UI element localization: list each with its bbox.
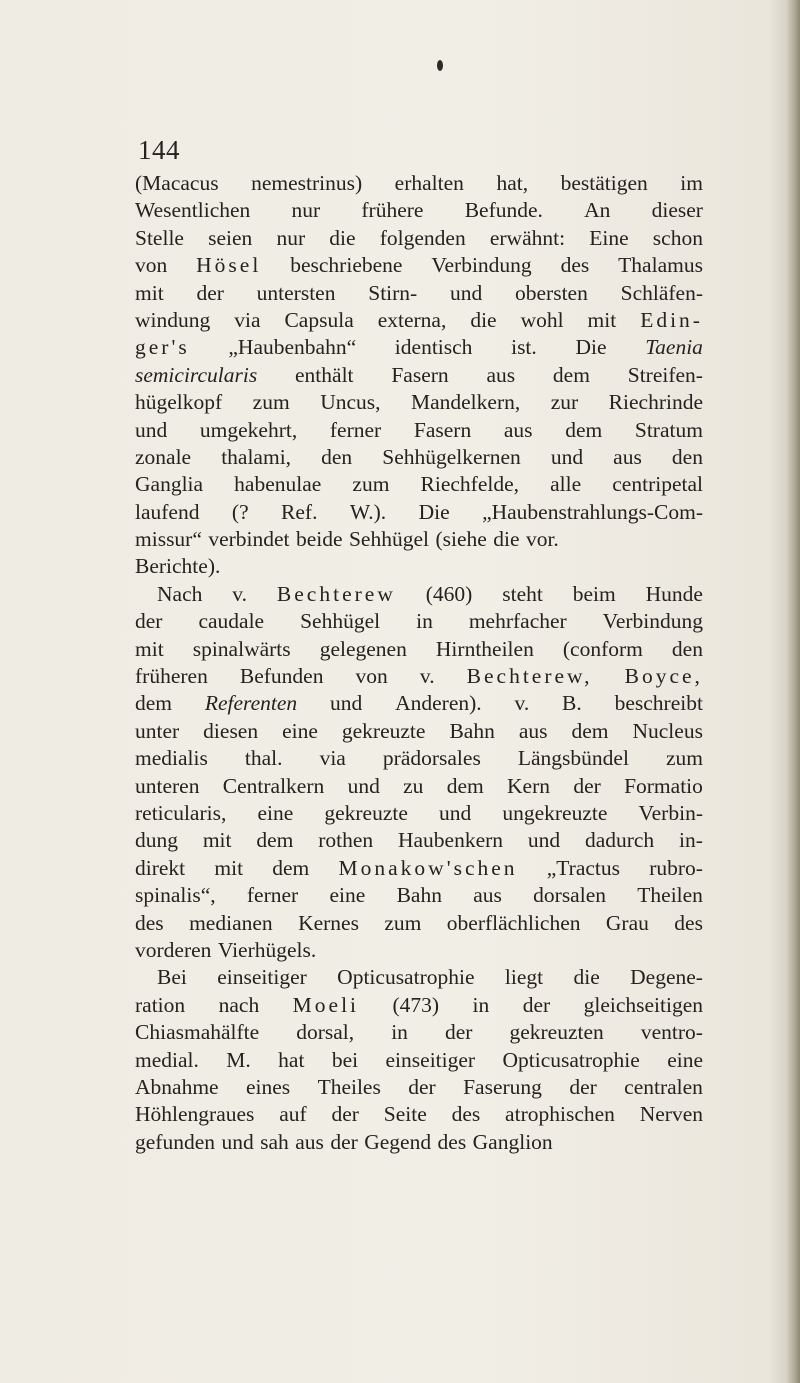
text-word: der bbox=[196, 280, 224, 305]
text-line bbox=[135, 608, 703, 635]
text-word: „Tractus bbox=[546, 855, 621, 880]
text-word: Nerven bbox=[639, 1102, 703, 1127]
text-word: Bechterew, bbox=[466, 664, 593, 689]
text-word: obersten bbox=[515, 280, 588, 305]
text-word: hat, bbox=[496, 171, 529, 195]
text-word: dem bbox=[272, 855, 310, 880]
text-word: windung bbox=[135, 307, 211, 332]
text-word: diesen bbox=[203, 718, 259, 743]
text-word: einseitiger bbox=[385, 1047, 476, 1072]
text-word: beschreibt bbox=[614, 691, 703, 716]
text-word: und bbox=[449, 280, 483, 305]
text-word: Längsbündel bbox=[517, 746, 629, 771]
text-line bbox=[135, 745, 703, 772]
text-line bbox=[135, 992, 703, 1019]
text-word: Kernes bbox=[298, 910, 359, 935]
text-word: medianen bbox=[189, 910, 273, 935]
text-word: Taenia bbox=[645, 335, 703, 360]
text-word: gekreuzte bbox=[341, 718, 426, 743]
text-word: nach bbox=[218, 992, 260, 1017]
text-word: missur“ bbox=[135, 527, 202, 552]
text-word: bei bbox=[331, 1047, 359, 1072]
text-word: Degene- bbox=[630, 965, 703, 990]
text-word: nur bbox=[276, 225, 306, 250]
text-word: zum bbox=[384, 910, 422, 935]
text-word: oberflächlichen bbox=[446, 910, 581, 935]
text-word: caudale bbox=[198, 609, 265, 634]
text-word: gekreuzten bbox=[509, 1020, 604, 1045]
text-word: zum bbox=[252, 390, 290, 415]
text-word: via bbox=[319, 746, 346, 771]
text-word: wohl bbox=[520, 307, 564, 332]
text-word: aus bbox=[295, 1129, 324, 1154]
text-line bbox=[135, 1074, 703, 1101]
text-word: folgenden bbox=[379, 225, 466, 250]
text-word: aus bbox=[473, 883, 502, 908]
text-word: der bbox=[522, 992, 551, 1017]
text-line bbox=[135, 499, 703, 526]
text-word: thal. bbox=[244, 746, 283, 771]
text-word: des bbox=[451, 1102, 481, 1127]
text-word: dem bbox=[135, 691, 173, 716]
text-word: Centralkern bbox=[222, 773, 325, 798]
text-word: Chiasmahälfte bbox=[135, 1020, 260, 1045]
text-word: Hirntheilen bbox=[435, 636, 534, 661]
text-word: Monakow'schen bbox=[338, 855, 518, 880]
text-word: sah bbox=[260, 1129, 289, 1154]
text-word: beschriebene bbox=[290, 253, 403, 278]
text-word: ventro- bbox=[640, 1020, 703, 1045]
text-word: rubro- bbox=[649, 855, 703, 880]
text-word: die bbox=[470, 307, 497, 332]
text-word: dieser bbox=[651, 198, 703, 223]
text-word: untersten bbox=[256, 280, 336, 305]
text-line bbox=[135, 1129, 703, 1156]
text-line bbox=[135, 964, 703, 991]
text-word: Faserung bbox=[463, 1074, 542, 1099]
text-line bbox=[135, 252, 703, 279]
text-word: Opticusatrophie bbox=[502, 1047, 640, 1072]
text-word: Kern bbox=[507, 773, 551, 798]
text-line bbox=[135, 1047, 703, 1074]
text-word: ration bbox=[135, 992, 186, 1017]
text-word: der bbox=[408, 1074, 436, 1099]
text-word: schon bbox=[652, 225, 703, 250]
text-word: und bbox=[347, 773, 380, 798]
text-word: Befunde. bbox=[464, 198, 543, 223]
text-word: der bbox=[569, 1074, 597, 1099]
text-word: Moeli bbox=[292, 992, 360, 1017]
text-line bbox=[135, 444, 703, 471]
text-word: in bbox=[391, 1020, 408, 1045]
text-word: des bbox=[560, 253, 590, 278]
text-word: „Haubenbahn“ bbox=[228, 335, 357, 360]
text-word: und bbox=[527, 828, 561, 853]
text-line bbox=[135, 581, 703, 608]
text-word: aus bbox=[486, 362, 516, 387]
text-word: eine bbox=[667, 1047, 703, 1072]
text-line bbox=[135, 417, 703, 444]
text-word: Bechterew bbox=[276, 581, 396, 606]
text-word: Sehhügel bbox=[348, 527, 429, 552]
text-word: externa, bbox=[377, 307, 447, 332]
text-word: (siehe bbox=[435, 527, 487, 552]
text-line bbox=[135, 718, 703, 745]
text-word: in bbox=[472, 992, 490, 1017]
text-word: Bahn bbox=[449, 718, 495, 743]
text-word: der bbox=[573, 773, 601, 798]
text-word: ferner bbox=[246, 883, 299, 908]
text-word: Sehhügelkernen bbox=[382, 444, 521, 469]
text-word: (? bbox=[231, 499, 249, 524]
text-line bbox=[135, 636, 703, 663]
text-word: den bbox=[671, 636, 703, 661]
text-word: Fasern bbox=[391, 362, 449, 387]
text-word: verbindet bbox=[208, 527, 290, 552]
text-word: Abnahme bbox=[135, 1074, 219, 1099]
text-word: (conform bbox=[562, 636, 643, 661]
body-text bbox=[135, 170, 703, 1156]
text-word: Verbindung bbox=[602, 609, 703, 634]
text-line bbox=[135, 663, 703, 690]
text-word: laufend bbox=[135, 499, 200, 524]
text-word: dem bbox=[446, 773, 484, 798]
text-word: unteren bbox=[135, 773, 200, 798]
text-word: direkt bbox=[135, 855, 186, 880]
text-word: Höhlengraues bbox=[135, 1102, 255, 1127]
text-word: Anderen). bbox=[395, 691, 482, 716]
text-word: v. bbox=[514, 691, 530, 716]
text-word: thalami, bbox=[221, 444, 292, 469]
text-word: zu bbox=[403, 773, 424, 798]
text-line bbox=[135, 773, 703, 800]
text-word: Verbin- bbox=[638, 800, 703, 825]
text-word: (Macacus bbox=[135, 171, 219, 195]
text-word: Befunden bbox=[239, 664, 324, 689]
text-word: aus bbox=[518, 718, 548, 743]
text-word: Ref. bbox=[281, 499, 318, 524]
text-word: und bbox=[330, 691, 363, 716]
text-word: Verbindung bbox=[431, 253, 532, 278]
text-word: Wesentlichen bbox=[135, 198, 251, 223]
text-word: ger's bbox=[135, 335, 190, 360]
text-word: und bbox=[550, 444, 584, 469]
text-word: und bbox=[221, 1129, 254, 1154]
text-line bbox=[135, 280, 703, 307]
text-word: Uncus, bbox=[320, 390, 381, 415]
text-word: mit bbox=[202, 828, 232, 853]
text-word: Nach bbox=[157, 581, 203, 606]
text-word: dem bbox=[552, 362, 590, 387]
text-word: spinalwärts bbox=[192, 636, 291, 661]
text-word: Capsula bbox=[284, 307, 354, 332]
text-word: rothen bbox=[318, 828, 374, 853]
text-word: v. bbox=[232, 581, 248, 606]
text-word: von bbox=[355, 664, 388, 689]
text-word: semicircularis bbox=[135, 362, 258, 387]
text-word: via bbox=[234, 307, 261, 332]
text-word: gleichseitigen bbox=[583, 992, 703, 1017]
text-line bbox=[135, 882, 703, 909]
text-word: im bbox=[680, 171, 703, 195]
text-line bbox=[135, 197, 703, 224]
text-word: centripetal bbox=[612, 472, 703, 497]
text-word: Stirn- bbox=[368, 280, 418, 305]
text-word: ungekreuzte bbox=[502, 800, 608, 825]
text-word: v. bbox=[419, 664, 435, 689]
text-word: zonale bbox=[135, 444, 192, 469]
text-word: dung bbox=[135, 828, 178, 853]
page-number: 144 bbox=[138, 135, 180, 165]
text-word: Die bbox=[418, 499, 450, 524]
text-word: Streifen- bbox=[627, 362, 703, 387]
text-word: Seite bbox=[383, 1102, 427, 1127]
text-word: spinalis“, bbox=[135, 883, 216, 908]
text-line bbox=[135, 362, 703, 389]
text-word: medialis bbox=[135, 746, 208, 771]
text-line bbox=[135, 1101, 703, 1128]
text-word: Mandelkern, bbox=[410, 390, 521, 415]
text-word: alle bbox=[550, 472, 582, 497]
text-word: eine bbox=[329, 883, 366, 908]
text-word: gekreuzte bbox=[324, 800, 408, 825]
text-word: Riechfelde, bbox=[420, 472, 520, 497]
text-word: in- bbox=[679, 828, 703, 853]
text-word: Nucleus bbox=[632, 718, 703, 743]
text-word: W.). bbox=[349, 499, 387, 524]
text-word: M. bbox=[226, 1047, 251, 1072]
text-word: centralen bbox=[624, 1074, 703, 1099]
text-word: enthält bbox=[295, 362, 354, 387]
text-word: der bbox=[135, 609, 163, 634]
text-word: dem bbox=[256, 828, 294, 853]
text-word: Die bbox=[575, 335, 607, 360]
text-word: mit bbox=[587, 307, 617, 332]
text-word: identisch bbox=[394, 335, 473, 360]
text-word: zum bbox=[352, 472, 390, 497]
text-word: Theilen bbox=[637, 883, 703, 908]
text-word: dorsalen bbox=[533, 883, 606, 908]
text-word: vor. bbox=[525, 527, 559, 552]
text-word: hat bbox=[278, 1047, 305, 1072]
text-word: Hösel bbox=[196, 253, 262, 278]
text-word: dadurch bbox=[584, 828, 655, 853]
text-word: zum bbox=[665, 746, 703, 771]
text-word: in bbox=[416, 609, 433, 634]
text-word: eine bbox=[282, 718, 318, 743]
text-word: Berichte). bbox=[135, 554, 221, 579]
text-word: beide bbox=[295, 527, 343, 552]
text-word: liegt bbox=[504, 965, 544, 990]
text-word: Referenten bbox=[204, 691, 298, 716]
text-line bbox=[135, 553, 703, 580]
text-word: aus bbox=[503, 417, 533, 442]
text-word: mit bbox=[135, 636, 164, 661]
text-word: Boyce, bbox=[624, 664, 703, 689]
text-word: zur bbox=[550, 390, 579, 415]
text-word: auf bbox=[279, 1102, 307, 1127]
text-word: und bbox=[439, 800, 472, 825]
text-word: gelegenen bbox=[319, 636, 407, 661]
text-word: beim bbox=[572, 581, 616, 606]
text-line bbox=[135, 334, 703, 361]
text-word: des bbox=[437, 1129, 467, 1154]
text-word: von bbox=[135, 253, 168, 278]
text-word: mit bbox=[214, 855, 244, 880]
text-word: aus bbox=[613, 444, 642, 469]
text-word: Sehhügel bbox=[300, 609, 381, 634]
text-word: frühere bbox=[361, 198, 424, 223]
text-line bbox=[135, 937, 703, 964]
text-word: die bbox=[493, 527, 520, 552]
text-line bbox=[135, 471, 703, 498]
text-word: Riechrinde bbox=[608, 390, 703, 415]
text-word: die bbox=[573, 965, 600, 990]
text-word: der bbox=[330, 1129, 358, 1154]
text-word: den bbox=[321, 444, 353, 469]
text-word: medial. bbox=[135, 1047, 199, 1072]
text-word: Ganglion bbox=[472, 1129, 553, 1154]
text-word: ist. bbox=[511, 335, 537, 360]
text-word: habenulae bbox=[234, 472, 322, 497]
text-word: nur bbox=[291, 198, 321, 223]
text-line bbox=[135, 690, 703, 717]
text-word: unter bbox=[135, 718, 180, 743]
text-word: des bbox=[674, 910, 703, 935]
text-line bbox=[135, 307, 703, 334]
text-word: prädorsales bbox=[382, 746, 481, 771]
text-word: gefunden bbox=[135, 1129, 215, 1154]
page-edge bbox=[786, 0, 800, 1383]
text-word: Ganglia bbox=[135, 472, 204, 497]
text-word: Stelle bbox=[135, 225, 184, 250]
text-word: An bbox=[584, 198, 611, 223]
text-line bbox=[135, 526, 703, 553]
text-word: (473) bbox=[392, 992, 440, 1017]
text-line bbox=[135, 800, 703, 827]
text-word: früheren bbox=[135, 664, 208, 689]
text-word: Bei bbox=[157, 965, 187, 990]
text-word: Gegend bbox=[364, 1129, 432, 1154]
text-word: und bbox=[135, 417, 168, 442]
text-word: Thalamus bbox=[618, 253, 703, 278]
text-word: Vierhügels. bbox=[217, 937, 317, 962]
text-line bbox=[135, 910, 703, 937]
text-word: bestätigen bbox=[560, 171, 648, 195]
text-word: einseitiger bbox=[217, 965, 307, 990]
text-word: steht bbox=[502, 581, 543, 606]
text-word: des bbox=[135, 910, 164, 935]
text-word: atrophischen bbox=[505, 1102, 615, 1127]
text-line bbox=[135, 225, 703, 252]
text-line bbox=[135, 855, 703, 882]
ink-spot bbox=[437, 60, 443, 71]
text-word: eine bbox=[257, 800, 294, 825]
text-word: „Haubenstrahlungs-Com- bbox=[482, 499, 703, 524]
text-word: Schläfen- bbox=[620, 280, 703, 305]
text-word: eines bbox=[245, 1074, 291, 1099]
text-word: dem bbox=[571, 718, 609, 743]
text-word: nemestrinus) bbox=[251, 171, 363, 195]
text-line bbox=[135, 170, 703, 197]
text-word: Grau bbox=[605, 910, 649, 935]
text-word: hügelkopf bbox=[135, 390, 223, 415]
text-word: der bbox=[444, 1020, 473, 1045]
text-word: dorsal, bbox=[296, 1020, 355, 1045]
text-word: der bbox=[331, 1102, 359, 1127]
text-word: dem bbox=[565, 417, 603, 442]
text-word: den bbox=[671, 444, 703, 469]
text-word: Opticusatrophie bbox=[337, 965, 475, 990]
text-word: Edin- bbox=[640, 307, 703, 332]
text-word: B. bbox=[562, 691, 582, 716]
text-word: erhalten bbox=[394, 171, 464, 195]
text-word: seien bbox=[208, 225, 253, 250]
text-word: Bahn bbox=[396, 883, 442, 908]
text-word: Theiles bbox=[317, 1074, 381, 1099]
text-line bbox=[135, 827, 703, 854]
text-word: umgekehrt, bbox=[199, 417, 298, 442]
text-word: die bbox=[329, 225, 356, 250]
text-line bbox=[135, 1019, 703, 1046]
text-word: mehrfacher bbox=[468, 609, 567, 634]
text-word: mit bbox=[135, 280, 164, 305]
text-word: Formatio bbox=[624, 773, 703, 798]
text-word: Haubenkern bbox=[397, 828, 504, 853]
text-word: Hunde bbox=[645, 581, 703, 606]
text-line bbox=[135, 389, 703, 416]
text-word: Eine bbox=[589, 225, 629, 250]
text-word: ferner bbox=[329, 417, 382, 442]
text-word: (460) bbox=[425, 581, 473, 606]
text-word: Fasern bbox=[413, 417, 472, 442]
text-word: erwähnt: bbox=[489, 225, 566, 250]
text-word: vorderen bbox=[135, 937, 212, 962]
text-word: reticularis, bbox=[135, 800, 227, 825]
text-word: Stratum bbox=[634, 417, 703, 442]
